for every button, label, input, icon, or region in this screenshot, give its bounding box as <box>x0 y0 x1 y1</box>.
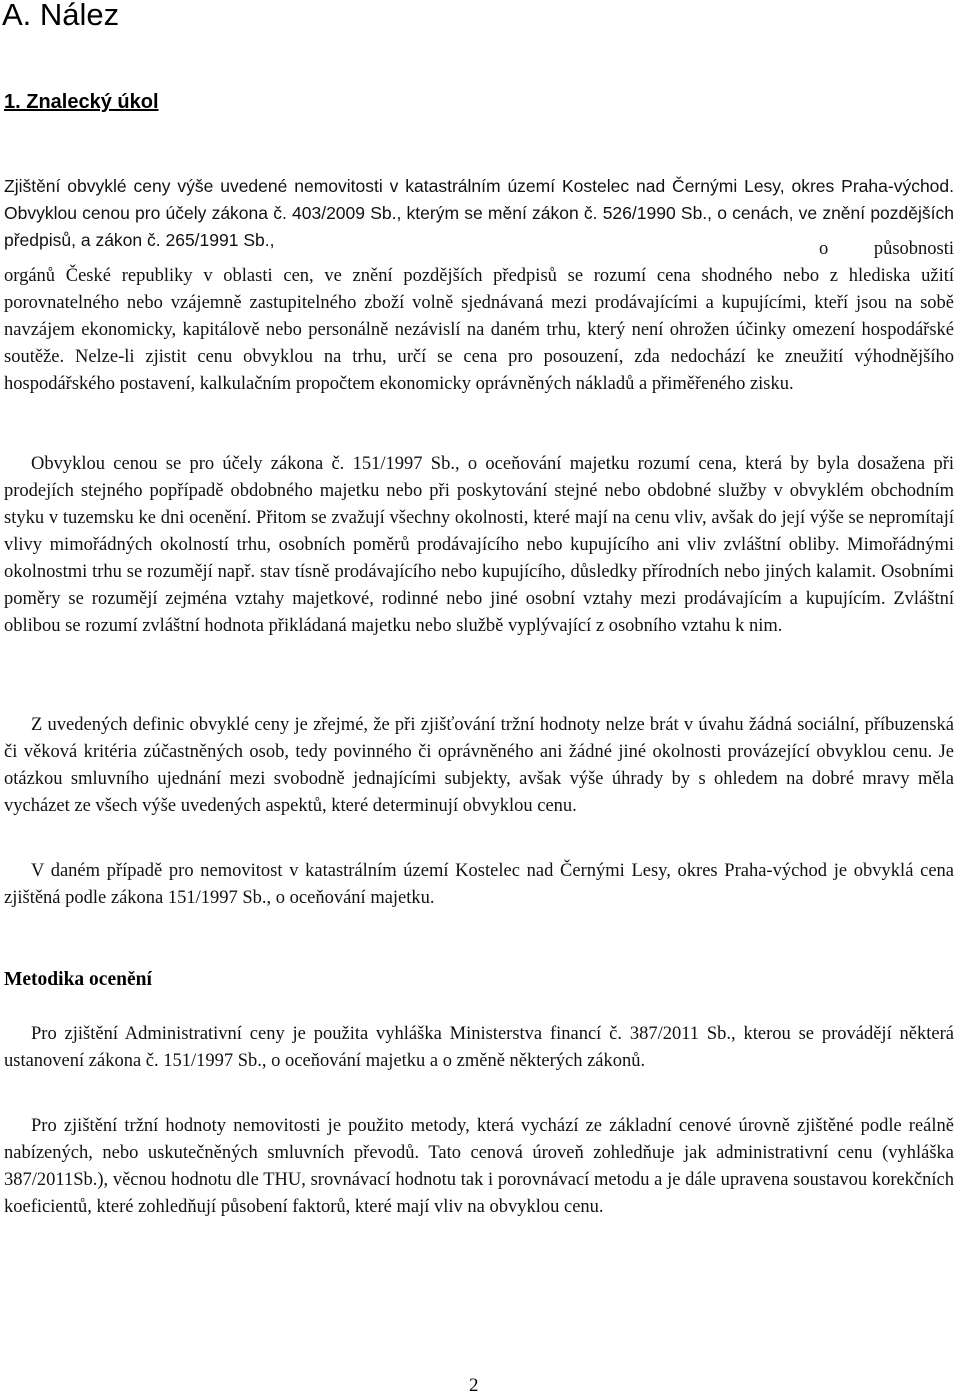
paragraph-administrative-price: Pro zjištění Administrativní ceny je použita vyhláška Ministerstva financí č. 387/2011 Sb., kterou se provádějí některá ustanovení zákona č. 151/1997 Sb., o oceňování majetku a o změně některých zákonů. <box>4 1024 954 1071</box>
paragraph-usual-price: Obvyklou cenou se pro účely zákona č. 151/1997 Sb., o oceňování majetku rozumí cena, která by byla dosažena při prodejích stejného popřípadě obdobného majetku nebo při poskytování stejné nebo obdobné služby v obvyklém obchodním styku v tuzemsku ke dni ocenění. Přitom se zvažují všechny okolnosti, které mají na cenu vliv, avšak do její výše se nepromítají vlivy mimořádných okolností trhu, osobních poměrů prodávajícího nebo kupujícího ani vliv zvláštní obliby. Mimořádnými okolnostmi trhu se rozumějí např. stav tísně prodávajícího nebo kupujícího, důsledky přírodních nebo jiných kalamit. Osobními poměry se rozumějí zejména vztahy majetkové, rodinné nebo jiné osobní vztahy mezi prodávajícím a kupujícím. Zvláštní oblibou se rozumí zvláštní hodnota přikládaná majetku nebo službě vyplývající z osobního vztahu k nim. <box>4 454 954 636</box>
paragraph-market-value: Pro zjištění tržní hodnoty nemovitosti je použito metody, která vychází ze základní cenové úrovně zjištěné podle reálně nabízených, nebo uskutečněných smluvních převodů. Tato cenová úroveň zohledňuje jak administrativní cenu (vyhláška 387/2011Sb.), věcnou hodnotu dle THU, srovnávací hodnotu tak i porovnávací metodu a je dále upravena soustavou korekčních koeficientů, které zohledňují působení faktorů, které mají vliv na obvyklou cenu. <box>4 1116 954 1217</box>
page-heading: A. Nález <box>2 0 120 32</box>
paragraph-case: V daném případě pro nemovitost v katastrálním území Kostelec nad Černými Lesy, okres Praha-východ je obvyklá cena zjištěná podle zákona 151/1997 Sb., o oceňování majetku. <box>4 861 954 908</box>
paragraph-definition: o působnosti orgánů České republiky v oblasti cen, ve znění pozdějších předpisů se rozumí cena shodného nebo z hlediska užití porovnatelného nebo vzájemně zastupitelného zboží volně sjednávaná mezi prodávajícími a kupujícími, kteří jsou na sobě navzájem ekonomicky, kapitálově nebo personálně nezávislí na daném trhu, který není ohrožen účinky omezení hospodářské soutěže. Nelze-li zjistit cenu obvyklou na trhu, určí se cena pro posouzení, zda nedochází ke zneužití výhodnějšího hospodářského postavení, kalkulačním propočtem ekonomicky oprávněných nákladů a přiměřeného zisku. <box>4 239 954 394</box>
paragraph-intro: Zjištění obvyklé ceny výše uvedené nemovitosti v katastrálním území Kostelec nad Černými Lesy, okres Praha-východ. Obvyklou cenou pro účely zákona č. 403/2009 Sb., kterým se mění zákon č. 526/1990 Sb., o cenách, ve znění pozdějších předpisů, a zákon č. 265/1991 Sb., <box>4 176 954 250</box>
section-title-task: 1. Znalecký úkol <box>4 91 159 113</box>
section-title-methodology: Metodika ocenění <box>4 969 152 990</box>
page-number: 2 <box>469 1375 479 1396</box>
paragraph-definitions-conclusion: Z uvedených definic obvyklé ceny je zřejmé, že při zjišťování tržní hodnoty nelze brát v úvahu žádná sociální, příbuzenská či věková kritéria zúčastněných osob, tedy povinného či oprávněného ani žádné jiné okolnosti provázející obvyklou cenu. Je otázkou smluvního ujednání mezi svobodně jednajícími subjekty, avšak výše úhrady by s ohledem na dobré mravy měla vycházet ze všech výše uvedených aspektů, které determinují obvyklou cenu. <box>4 715 954 816</box>
